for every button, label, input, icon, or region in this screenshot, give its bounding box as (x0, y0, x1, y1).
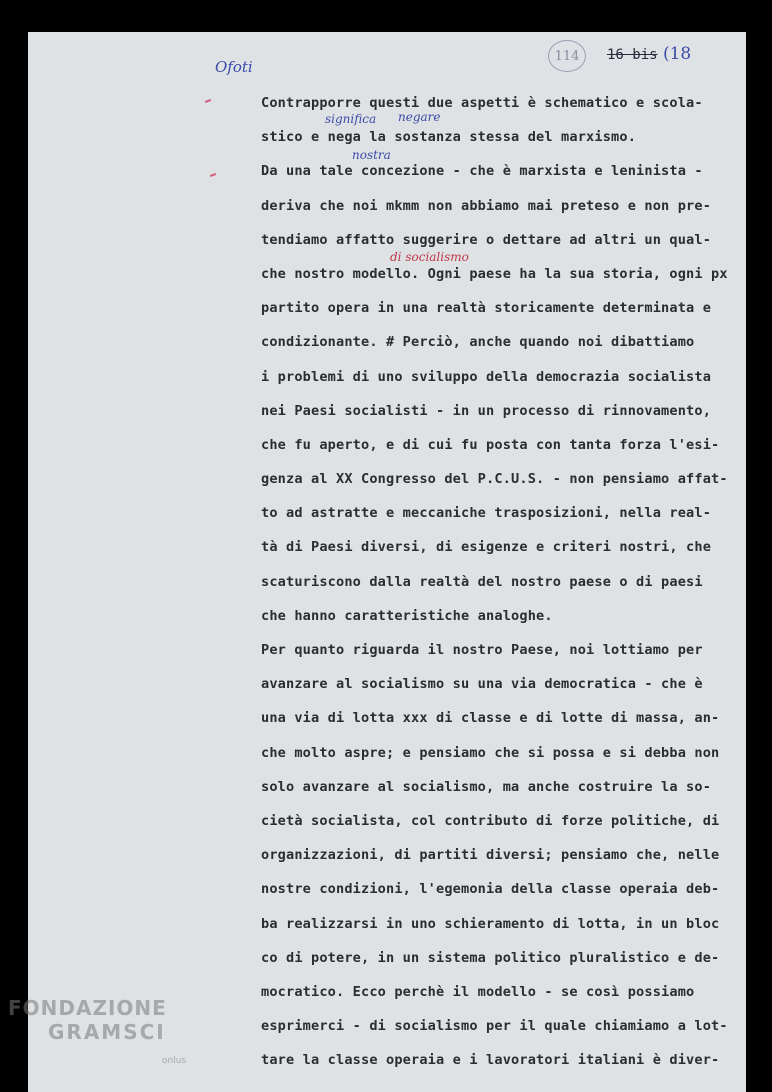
watermark-line-3: onlus (162, 1056, 187, 1066)
text-line: scaturiscono dalla realtà del nostro paese o di paesi (261, 573, 703, 590)
text-line: che molto aspre; e pensiamo che si possa e si debba non (261, 744, 720, 761)
text-line: deriva che noi mkmm non abbiamo mai preteso e non pre- (261, 197, 712, 214)
text-line: stico e nega la sostanza stessa del marxismo. (261, 129, 637, 146)
text-line: Da una tale concezione - che è marxista e leninista - (261, 163, 703, 180)
text-line: Contrapporre questi due aspetti è schematico e scola- (261, 95, 703, 111)
text-line: tare la classe operaia e i lavoratori italiani è diver- (261, 1052, 720, 1069)
page-circle-number: 114 (548, 40, 586, 72)
text-line: nostre condizioni, l'egemonia della classe operaia deb- (261, 881, 720, 898)
text-line: ba realizzarsi in uno schieramento di lotta, in un bloc (261, 915, 720, 932)
text-line: nei Paesi socialisti - in un processo di rinnovamento, (261, 402, 712, 419)
watermark-logo (8, 996, 167, 1044)
text-line: mocratico. Ecco perchè il modello - se così possiamo (261, 983, 695, 1000)
text-line: che fu aperto, e di cui fu posta con tanta forza l'esi- (261, 436, 720, 453)
text-line: co di potere, in un sistema politico pluralistico e de- (261, 949, 720, 966)
watermark-line-1: FONDAZIONE (8, 996, 167, 1020)
text-line: una via di lotta xxx di classe e di lotte di massa, an- (261, 710, 720, 727)
handwritten-insert-significa: significa (325, 112, 377, 126)
text-line: che nostro modello. Ogni paese ha la sua storia, ogni px (261, 265, 728, 282)
text-line: tà di Paesi diversi, di esigenze e criteri nostri, che (261, 539, 712, 556)
handwritten-note-left: Ofoti (215, 58, 253, 76)
page-number-annotation (607, 44, 691, 64)
handwritten-insert-di-socialismo: di socialismo (390, 250, 469, 264)
page-number: (18 (662, 44, 692, 64)
struck-page-number: 16 bis (607, 47, 658, 63)
handwritten-insert-negare: negare (398, 110, 441, 124)
text-line: partito opera in una realtà storicamente determinata e (261, 300, 712, 317)
text-line: solo avanzare al socialismo, ma anche costruire la so- (261, 778, 712, 795)
text-line: genza al XX Congresso del P.C.U.S. - non pensiamo affat- (261, 471, 728, 488)
text-line: i problemi di uno sviluppo della democrazia socialista (261, 368, 712, 385)
text-line: condizionante. # Perciò, anche quando noi dibattiamo (261, 334, 695, 351)
text-line: esprimerci - di socialismo per il quale chiamiamo a lot- (261, 1018, 728, 1035)
text-line: Per quanto riguarda il nostro Paese, noi lottiamo per (261, 642, 703, 658)
text-line: cietà socialista, col contributo di forze politiche, di (261, 812, 720, 829)
watermark-line-2: GRAMSCI (48, 1020, 166, 1044)
typed-text-body (261, 86, 741, 1077)
text-line: che hanno caratteristiche analoghe. (261, 607, 553, 624)
text-line: tendiamo affatto suggerire o dettare ad altri un qual- (261, 231, 712, 248)
text-line: organizzazioni, di partiti diversi; pensiamo che, nelle (261, 847, 720, 864)
text-line: avanzare al socialismo su una via democratica - che è (261, 676, 703, 693)
handwritten-insert-nostra: nostra (352, 148, 391, 162)
text-line: to ad astratte e meccaniche trasposizioni, nella real- (261, 505, 712, 522)
